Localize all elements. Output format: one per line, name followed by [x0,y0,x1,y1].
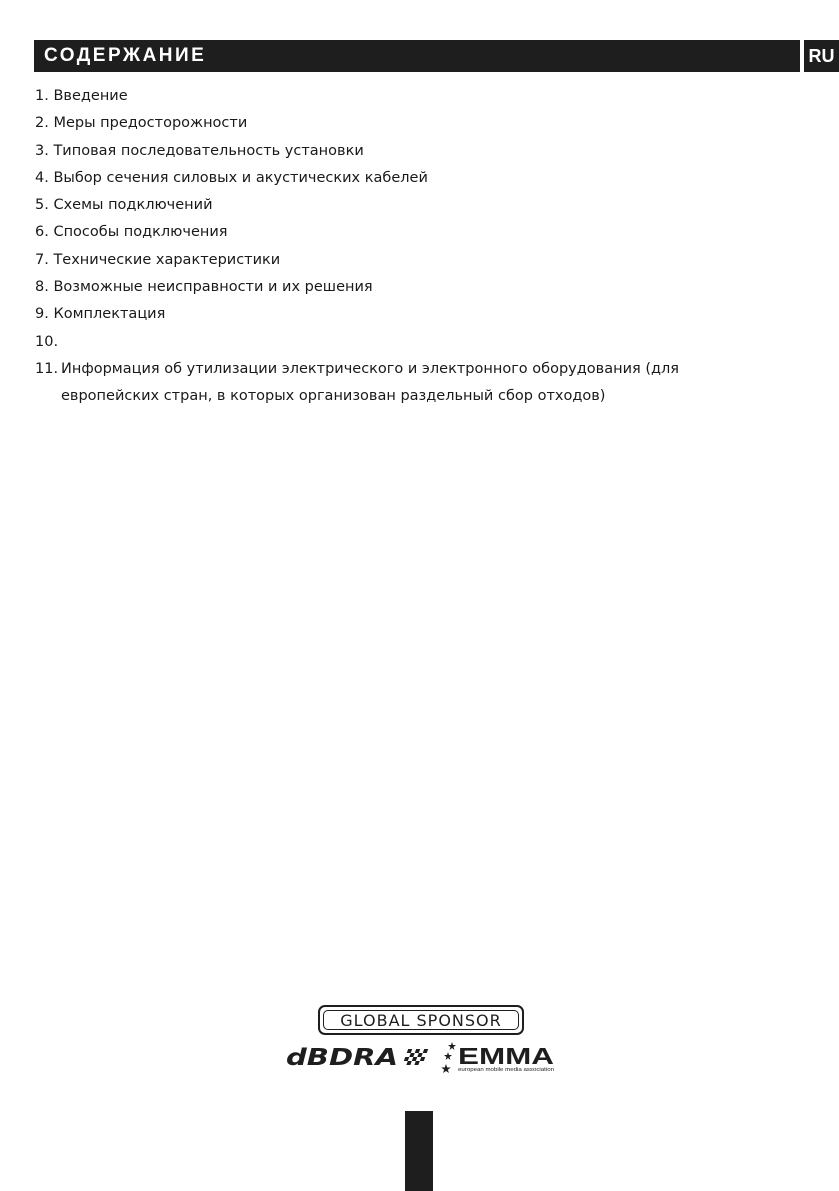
toc-number: 2. [35,115,54,132]
global-sponsor-badge [318,1005,524,1035]
toc-number: 11. [35,360,63,377]
section-header-bar [34,40,800,72]
toc-item-11[interactable] [35,356,775,411]
toc-number: 8. [35,279,54,296]
toc-label: Схемы подключений [53,197,213,214]
page-title: СОДЕРЖАНИЕ [44,45,207,66]
toc-label: Технические характеристики [53,251,281,268]
toc-label: Выбор сечения силовых и акустических кабелей [53,169,428,186]
toc-item-9[interactable] [35,301,775,328]
toc-item-10[interactable] [35,329,775,356]
dbdra-logo [286,1044,432,1070]
toc-number: 4. [35,169,54,186]
toc-label: Информация об утилизации электрического и электронного оборудования (для европейских стран, в которых организован раздельный сбор отходов) [61,360,679,405]
toc-item-1[interactable] [35,83,775,110]
emma-logo [440,1040,558,1076]
toc-number: 3. [35,142,54,159]
toc-number: 10. [35,333,59,350]
toc-number: 9. [35,306,54,323]
toc-number: 5. [35,197,54,214]
toc-item-5[interactable] [35,192,775,219]
dbdra-logo-text: dBDRA [286,1045,398,1070]
toc-item-4[interactable] [35,165,775,192]
toc-label: Введение [53,88,128,104]
toc-label [58,329,775,356]
toc-item-6[interactable] [35,219,775,246]
emma-tagline: european mobile media association [458,1067,555,1073]
star-icon [441,1042,456,1073]
toc-label: Меры предосторожности [53,115,248,132]
toc-number: 1. [35,88,54,104]
toc-label: Способы подключения [53,224,228,241]
toc-item-3[interactable] [35,138,775,165]
checkered-flag-icon [402,1049,428,1065]
toc-label: Типовая последовательность установки [53,142,364,159]
toc-number: 7. [35,251,54,268]
toc-label: Возможные неисправности и их решения [53,279,373,296]
toc-item-8[interactable] [35,274,775,301]
language-badge: RU [804,40,839,72]
toc-number: 6. [35,224,54,241]
toc-item-2[interactable] [35,110,775,137]
emma-logo-text: EMMA [458,1043,554,1069]
table-of-contents [35,83,775,411]
sponsor-label: GLOBAL SPONSOR [340,1010,502,1030]
page-edge-tab [405,1111,433,1191]
toc-item-7[interactable] [35,247,775,274]
toc-label: Комплектация [53,306,166,323]
